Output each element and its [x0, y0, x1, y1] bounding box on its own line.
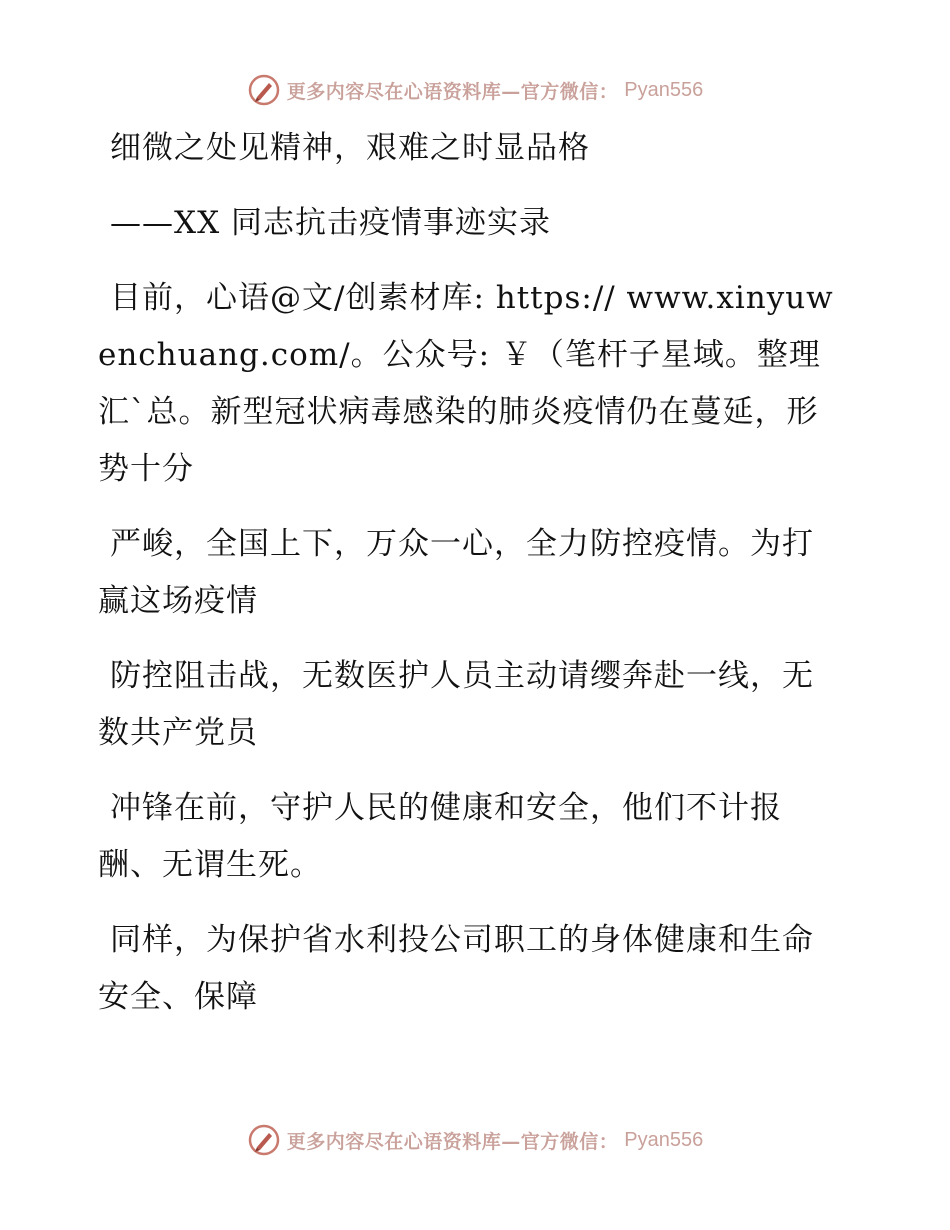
pen-logo-icon	[247, 73, 281, 107]
document-subtitle: ——XX 同志抗击疫情事迹实录	[110, 205, 551, 241]
watermark-wechat-id: Pyan556	[624, 1128, 704, 1151]
pen-logo-icon	[247, 1123, 281, 1157]
watermark-text: 更多内容尽在心语资料库—官方微信：	[286, 80, 619, 103]
paragraph-1: 目前，心语@文/创素材库: https:// www.xinyuwenchuang.com/。公众号: ￥（笔杆子星域。整理汇`总。新型冠状病毒感染的肺炎疫情仍在蔓延，形势十分	[98, 280, 834, 487]
document-body	[98, 120, 838, 1026]
paragraph-2: 严峻，全国上下，万众一心，全力防控疫情。为打赢这场疫情	[98, 526, 814, 619]
watermark-header	[0, 70, 950, 110]
paragraph-4: 冲锋在前，守护人民的健康和安全，他们不计报酬、无谓生死。	[98, 790, 782, 883]
watermark-wechat-id: Pyan556	[624, 78, 704, 101]
paragraph-3: 防控阻击战，无数医护人员主动请缨奔赴一线，无数共产党员	[98, 658, 814, 751]
paragraph-5: 同样，为保护省水利投公司职工的身体健康和生命安全、保障	[98, 922, 814, 1015]
document-title: 细微之处见精神，艰难之时显品格	[110, 130, 590, 166]
watermark-footer	[0, 1120, 950, 1160]
watermark-text: 更多内容尽在心语资料库—官方微信：	[286, 1130, 619, 1153]
